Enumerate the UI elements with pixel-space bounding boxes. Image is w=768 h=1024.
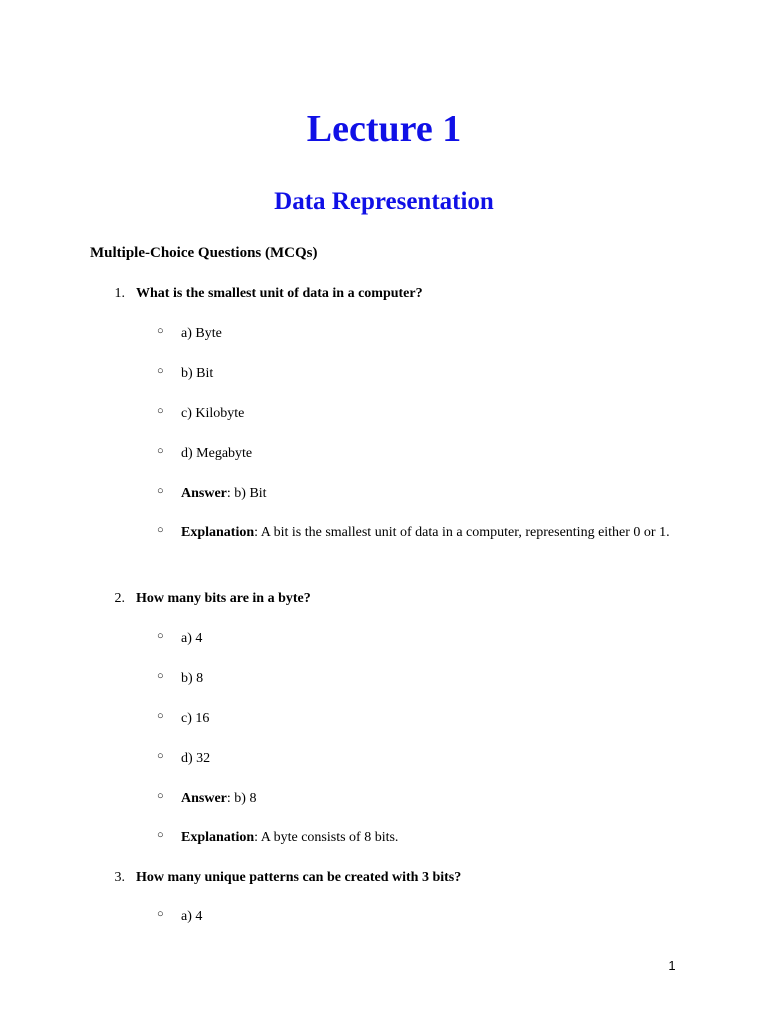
document-title: Lecture 1 xyxy=(306,108,462,150)
option-text: c) Kilobyte xyxy=(181,406,245,421)
option-text: a) 4 xyxy=(181,631,203,646)
circle-bullet-icon: ○ xyxy=(157,524,164,536)
section-heading: Multiple-Choice Questions (MCQs) xyxy=(90,245,318,261)
circle-bullet-icon: ○ xyxy=(157,405,164,417)
question-number: 3. xyxy=(114,870,125,885)
circle-bullet-icon: ○ xyxy=(157,485,164,497)
option-text: c) 16 xyxy=(181,711,210,726)
option-text: a) Byte xyxy=(181,326,222,341)
option-text: d) Megabyte xyxy=(181,446,253,461)
circle-bullet-icon: ○ xyxy=(157,365,164,377)
question-text: How many bits are in a byte? xyxy=(136,591,311,606)
page-number: 1 xyxy=(668,958,676,973)
option-text: b) Bit xyxy=(181,366,214,381)
option-text: a) 4 xyxy=(181,909,203,924)
answer-value: : b) Bit xyxy=(226,486,267,501)
answer-label: Answer xyxy=(181,791,227,806)
explanation-text xyxy=(181,824,691,851)
explanation-label: Explanation xyxy=(181,830,255,845)
circle-bullet-icon: ○ xyxy=(157,710,164,722)
option-text: b) 8 xyxy=(181,671,204,686)
question-number: 2. xyxy=(114,591,125,606)
document-subtitle: Data Representation xyxy=(274,188,494,215)
circle-bullet-icon: ○ xyxy=(157,829,164,841)
answer-value: : b) 8 xyxy=(226,791,257,806)
question-text: How many unique patterns can be created with 3 bits? xyxy=(136,870,462,885)
explanation-value: : A bit is the smallest unit of data in a computer, representing either 0 or 1. xyxy=(254,525,670,540)
explanation-label: Explanation xyxy=(181,525,255,540)
circle-bullet-icon: ○ xyxy=(157,445,164,457)
answer-label: Answer xyxy=(181,486,227,501)
circle-bullet-icon: ○ xyxy=(157,630,164,642)
answer-text xyxy=(181,480,691,507)
circle-bullet-icon: ○ xyxy=(157,670,164,682)
question-text: What is the smallest unit of data in a computer? xyxy=(136,286,423,301)
circle-bullet-icon: ○ xyxy=(157,750,164,762)
explanation-value: : A byte consists of 8 bits. xyxy=(254,830,399,845)
option-text: d) 32 xyxy=(181,751,211,766)
question-number: 1. xyxy=(114,286,125,301)
circle-bullet-icon: ○ xyxy=(157,790,164,802)
explanation-text xyxy=(181,519,691,546)
circle-bullet-icon: ○ xyxy=(157,908,164,920)
answer-text xyxy=(181,785,691,812)
circle-bullet-icon: ○ xyxy=(157,325,164,337)
